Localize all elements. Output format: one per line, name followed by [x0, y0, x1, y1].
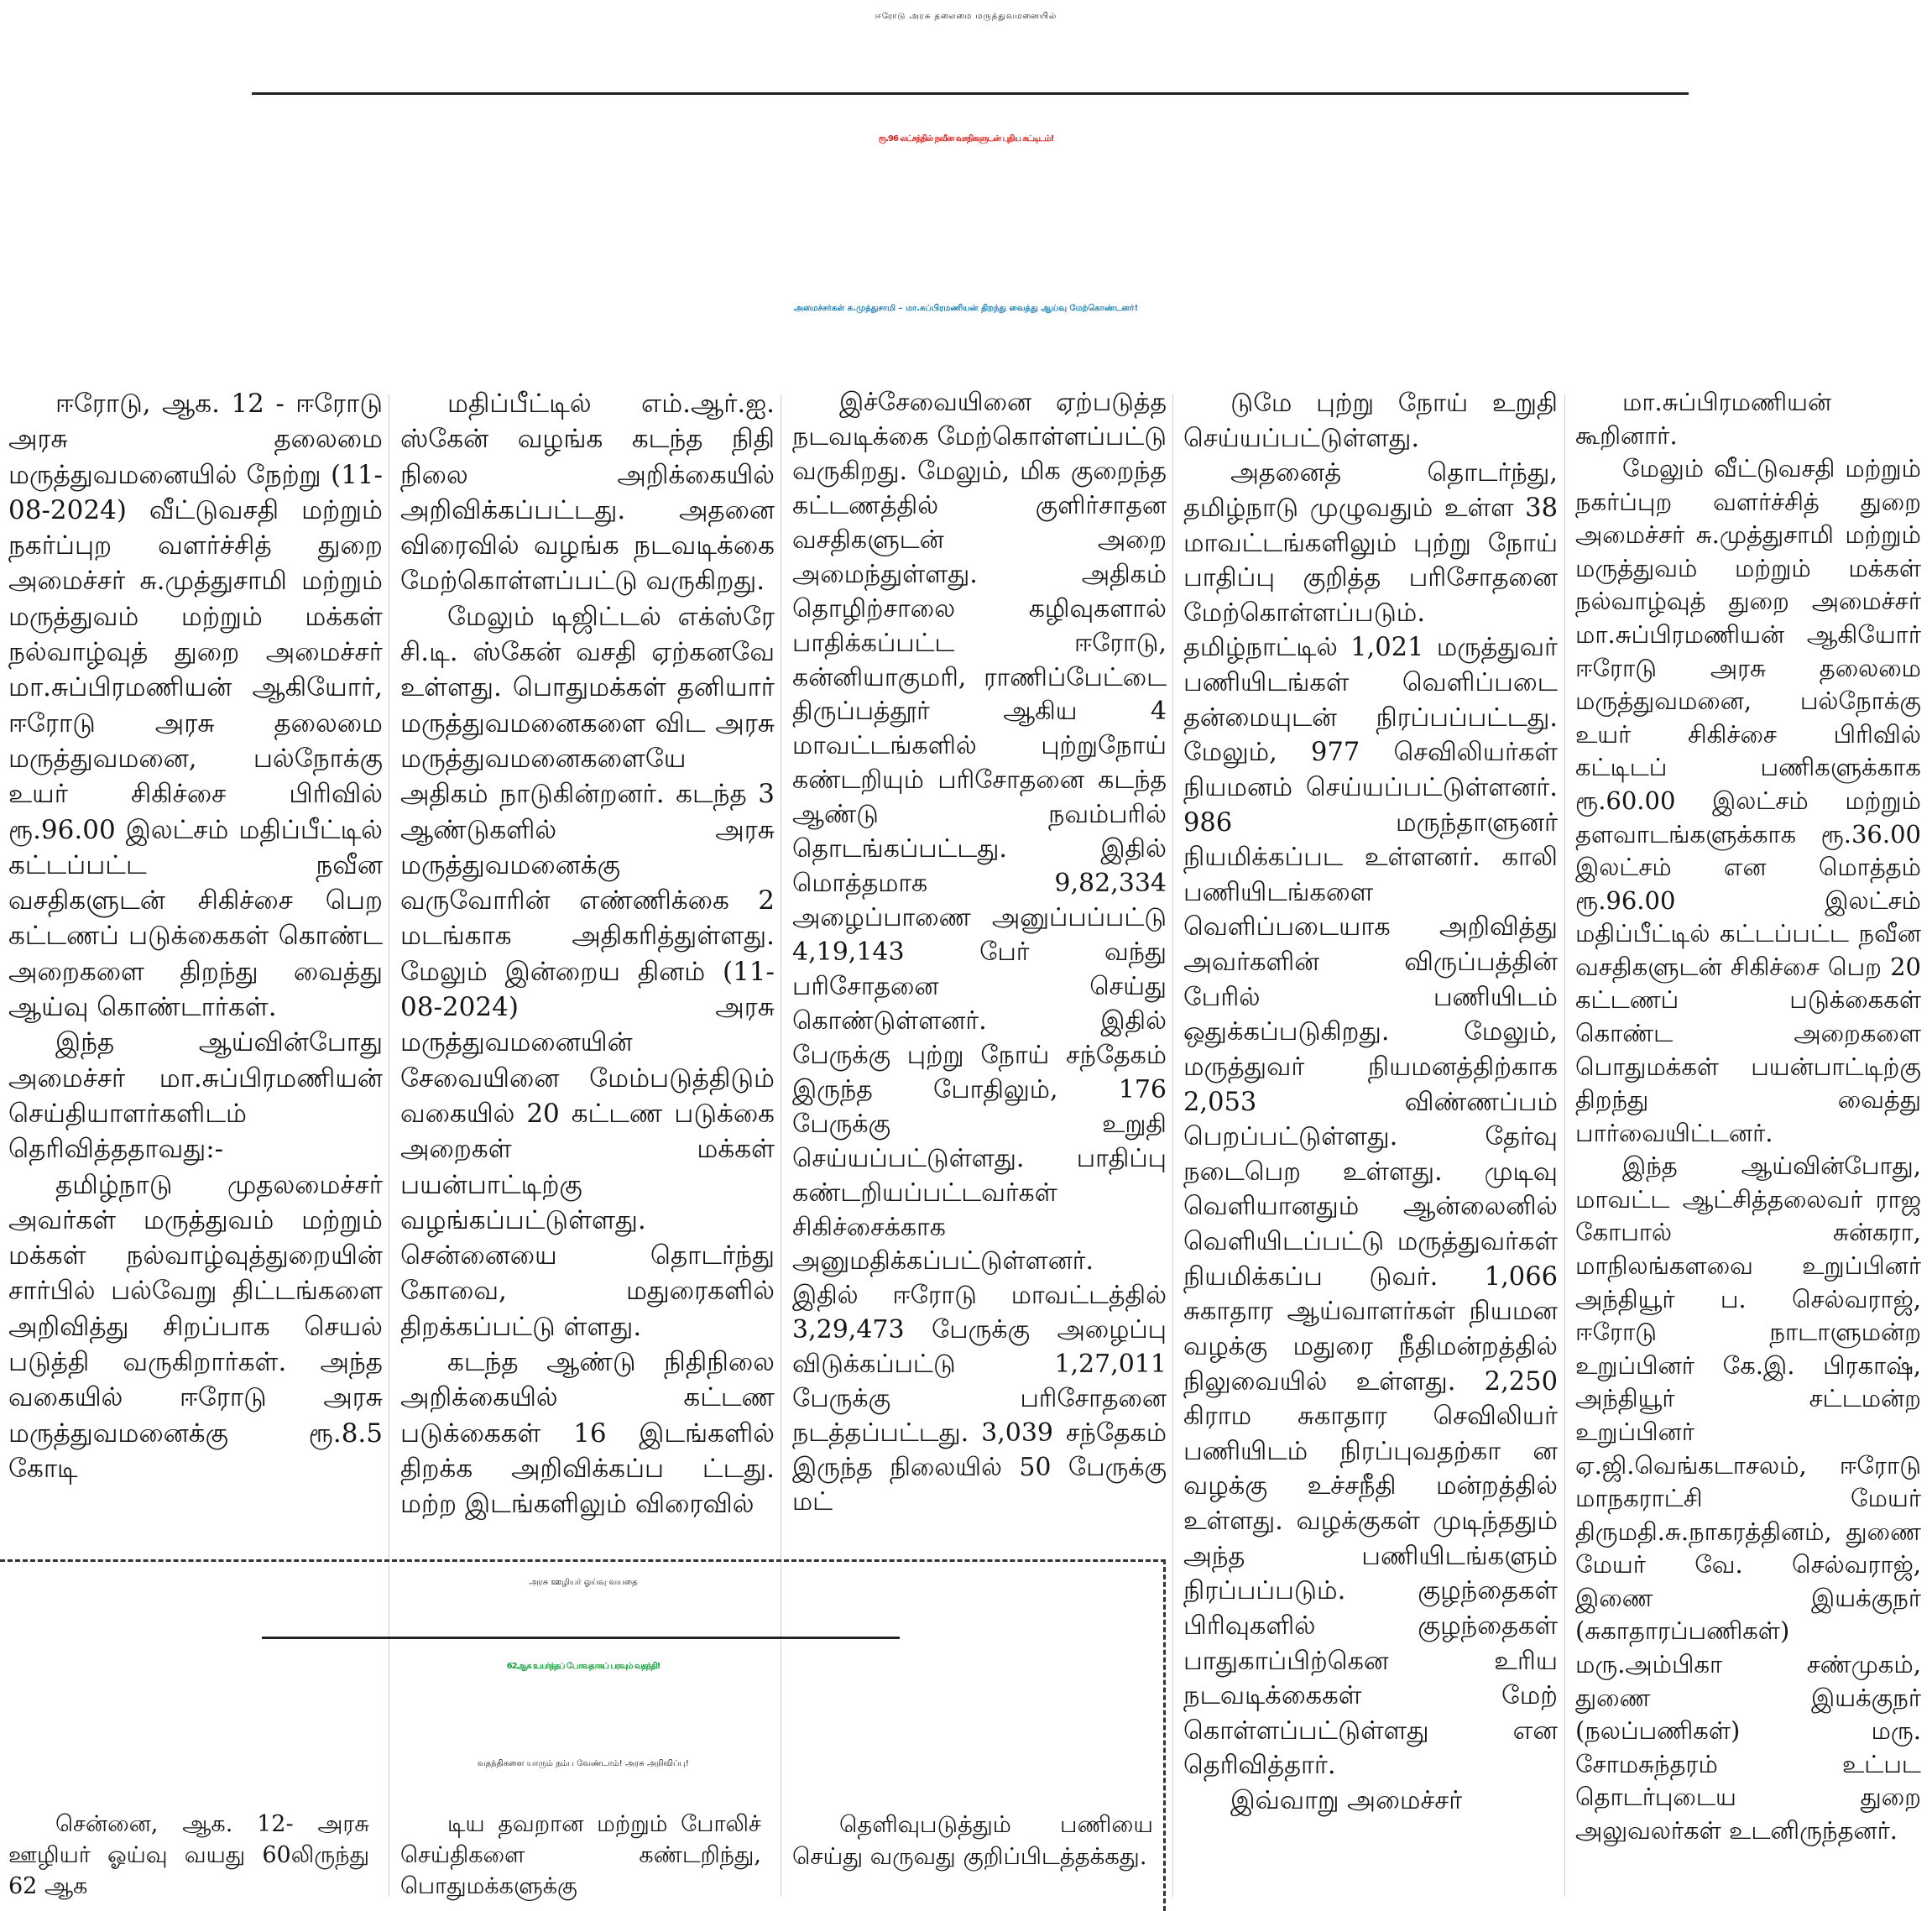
article-column-5 [1575, 386, 1921, 1897]
article-column-2 [400, 386, 775, 1522]
article-paragraph: மேலும் டிஜிட்டல் எக்ஸ்ரே சி.டி. ஸ்கேன் வசதி ஏற்கனவே உள்ளது. பொதுமக்கள் தனியார் மருத்துவமனைகளை விட அரசு மருத்துவமனைகளையே அதிகம் நாடுகின்றனர். கடந்த 3 ஆண்டுகளில் அரசு மருத்துவமனைக்கு வருவோரின் எண்ணிக்கை 2 மடங்காக அதிகரித்துள்ளது. மேலும் இன்றைய தினம் (11-08-2024) அரசு மருத்துவமனையின் சேவையினை மேம்படுத்திடும் வகையில் 20 கட்டண படுக்கை அறைகள் மக்கள் பயன்பாட்டிற்கு வழங்கப்பட்டுள்ளது. சென்னையை தொடர்ந்து கோவை, மதுரைகளில் திறக்கப்பட்டு ள்ளது. [400, 601, 775, 1342]
boxed-story-column-2 [400, 1809, 761, 1903]
column-divider [1564, 394, 1565, 1897]
boxed-paragraph: சென்னை, ஆக. 12- அரசு ஊழியர் ஓய்வு வயது 60லிருந்து 62 ஆக [8, 1811, 369, 1899]
article-paragraph: தமிழ்நாடு முதலமைச்சர் அவர்கள் மருத்துவம் மற்றும் மக்கள் நல்வாழ்வுத்துறையின் சார்பில் பல்வேறு திட்டங்களை அறிவித்து சிறப்பாக செயல் படுத்தி வருகிறார்கள். அந்த வகையில் ஈரோடு அரசு மருத்துவமனைக்கு ரூ.8.5 கோடி [8, 1169, 383, 1484]
article-paragraph: இந்த ஆய்வின்போது, மாவட்ட ஆட்சித்தலைவர் ராஜ கோபால் சுன்கரா, மாநிலங்களவை உறுப்பினர் அந்தியூர் ப. செல்வராஜ், ஈரோடு நாடாளுமன்ற உறுப்பினர் கே.இ. பிரகாஷ், அந்தியூர் சட்டமன்ற உறுப்பினர் ஏ.ஜி.வெங்கடாசலம், ஈரோடு மாநகராட்சி மேயர் திருமதி.சு.நாகரத்தினம், துணை மேயர் வே. செல்வராஜ், இணை இயக்குநர் (சுகாதாரப்பணிகள்) மரு.அம்பிகா சண்முகம், துணை இயக்குநர் (நலப்பணிகள்) மரு. சோமசுந்தரம் உட்பட தொடர்புடைய துறை அலுவலர்கள் உடனிருந்தனர். [1575, 1151, 1921, 1845]
boxed-story-column-1 [8, 1809, 369, 1903]
article-subhead: அமைச்சர்கள் சு.முத்துசாமி – மா.சுப்பிரமணியன் திறந்து வைத்து ஆய்வு மேற்கொண்டனர்! [793, 304, 1139, 313]
boxed-story-kicker: அரசு ஊழியர் ஓய்வு வயதை [529, 1578, 638, 1587]
article-paragraph: இந்த ஆய்வின்போது அமைச்சர் மா.சுப்பிரமணியன் செய்தியாளர்களிடம் தெரிவித்ததாவது:- [8, 1027, 383, 1165]
article-paragraph: ஈரோடு, ஆக. 12 - ஈரோடு அரசு தலைமை மருத்துவமனையில் நேற்று (11-08-2024) வீட்டுவசதி மற்றும் நகர்ப்புற வளர்ச்சித் துறை அமைச்சர் சு.முத்துசாமி மற்றும் மருத்துவம் மற்றும் மக்கள் நல்வாழ்வுத் துறை அமைச்சர் மா.சுப்பிரமணியன் ஆகியோர், ஈரோடு அரசு தலைமை மருத்துவமனை, பல்நோக்கு உயர் சிகிச்சை பிரிவில் ரூ.96.00 இலட்சம் மதிப்பீட்டில் கட்டப்பட்ட நவீன வசதிகளுடன் சிகிச்சை பெற கட்டணப் படுக்கைகள் கொண்ட அறைகளை திறந்து வைத்து ஆய்வு கொண்டார்கள். [8, 389, 383, 1023]
article-paragraph: மா.சுப்பிரமணியன் கூறினார். [1575, 388, 1832, 450]
article-paragraph: மேலும் வீட்டுவசதி மற்றும் நகர்ப்புற வளர்ச்சித் துறை அமைச்சர் சு.முத்துசாமி மற்றும் மருத்துவம் மற்றும் மக்கள் நல்வாழ்வுத் துறை அமைச்சர் மா.சுப்பிரமணியன் ஆகியோர் ஈரோடு அரசு தலைமை மருத்துவமனை, பல்நோக்கு உயர் சிகிச்சை பிரிவில் கட்டிடப் பணிகளுக்காக ரூ.60.00 இலட்சம் மற்றும் தளவாடங்களுக்காக ரூ.36.00 இலட்சம் என மொத்தம் ரூ.96.00 இலட்சம் மதிப்பீட்டில் கட்டப்பட்ட நவீன வசதிகளுடன் சிகிச்சை பெற 20 கட்டணப் படுக்கைகள் கொண்ட அறைகளை பொதுமக்கள் பயன்பாட்டிற்கு திறந்து வைத்து பார்வையிட்டனர். [1575, 454, 1921, 1147]
article-column-1 [8, 386, 383, 1486]
article-paragraph: டுமே புற்று நோய் உறுதி செய்யப்பட்டுள்ளது. [1183, 389, 1558, 453]
boxed-story-headline: 62ஆக உயர்த்தப் போவதாகப் பரவும் வதந்தி! [506, 1662, 661, 1671]
boxed-paragraph: டிய தவறான மற்றும் போலிச் செய்திகளை கண்டறிந்து, பொதுமக்களுக்கு [400, 1811, 761, 1899]
boxed-story-column-3 [792, 1809, 1153, 1872]
article-paragraph: இச்சேவையினை ஏற்படுத்த நடவடிக்கை மேற்கொள்ளப்பட்டு வருகிறது. மேலும், மிக குறைந்த கட்டணத்தில் குளிர்சாதன வசதிகளுடன் அறை அமைந்துள்ளது. அதிகம் தொழிற்சாலை கழிவுகளால் பாதிக்கப்பட்ட ஈரோடு, கன்னியாகுமரி, ராணிப்பேட்டை திருப்பத்தூர் ஆகிய 4 மாவட்டங்களில் புற்றுநோய் கண்டறியும் பரிசோதனை கடந்த ஆண்டு நவம்பரில் தொடங்கப்பட்டது. இதில் மொத்தமாக 9,82,334 அழைப்பாணை அனுப்பப்பட்டு 4,19,143 பேர் வந்து பரிசோதனை செய்து கொண்டுள்ளனர். இதில் பேருக்கு புற்று நோய் சந்தேகம் இருந்த போதிலும், 176 பேருக்கு உறுதி செய்யப்பட்டுள்ளது. பாதிப்பு கண்டறியப்பட்டவர்கள் சிகிச்சைக்காக அனுமதிக்கப்பட்டுள்ளனர். இதில் ஈரோடு மாவட்டத்தில் 3,29,473 பேருக்கு அழைப்பு விடுக்கப்பட்டு 1,27,011 பேருக்கு பரிசோதனை நடத்தப்பட்டது. 3,039 சந்தேகம் இருந்த நிலையில் 50 பேருக்கு மட் [792, 388, 1167, 1517]
article-paragraph: அதனைத் தொடர்ந்து, தமிழ்நாடு முழுவதும் உள்ள 38 மாவட்டங்களிலும் புற்று நோய் பாதிப்பு குறித்த பரிசோதனை மேற்கொள்ளப்படும். தமிழ்நாட்டில் 1,021 மருத்துவர் பணியிடங்கள் வெளிப்படை தன்மையுடன் நிரப்பப்பட்டது. மேலும், 977 செவிலியர்கள் நியமனம் செய்யப்பட்டுள்ளனர். 986 மருந்தாளுனர் நியமிக்கப்பட உள்ளனர். காலி பணியிடங்களை வெளிப்படையாக அறிவித்து அவர்களின் விருப்பத்தின் பேரில் பணியிடம் ஒதுக்கப்படுகிறது. மேலும், மருத்துவர் நியமனத்திற்காக 2,053 விண்ணப்பம் பெறப்பட்டுள்ளது. தேர்வு நடைபெற உள்ளது. முடிவு வெளியானதும் ஆன்லைனில் வெளியிடப்பட்டு மருத்துவர்கள் நியமிக்கப்ப டுவர். 1,066 சுகாதார ஆய்வாளர்கள் நியமன வழக்கு மதுரை நீதிமன்றத்தில் நிலுவையில் உள்ளது. 2,250 கிராம சுகாதார செவிலியர் பணியிடம் நிரப்புவதற்கா ன வழக்கு உச்சநீதி மன்றத்தில் உள்ளது. வழக்குகள் முடிந்ததும் அந்த பணியிடங்களும் நிரப்பப்படும். குழந்தைகள் பிரிவுகளில் குழந்தைகள் பாதுகாப்பிற்கென உரிய நடவடிக்கைகள் மேற் கொள்ளப்பட்டுள்ளது என தெரிவித்தார். [1183, 458, 1558, 1781]
article-paragraph: கடந்த ஆண்டு நிதிநிலை அறிக்கையில் கட்டண படுக்கைகள் 16 இடங்களில் திறக்க அறிவிக்கப்ப ட்டது. மற்ற இடங்களிலும் விரைவில் [400, 1347, 775, 1520]
article-paragraph: இவ்வாறு அமைச்சர் [1230, 1786, 1463, 1815]
article-headline: ரூ.96 லட்சத்தில் நவீன வசதிகளுடன் புதிய கட்டிடம்! [878, 134, 1054, 144]
kicker-underline [252, 92, 1689, 95]
article-paragraph: மதிப்பீட்டில் எம்.ஆர்.ஐ. ஸ்கேன் வழங்க கடந்த நிதி நிலை அறிக்கையில் அறிவிக்கப்பட்டது. அதனை விரைவில் வழங்க நடவடிக்கை மேற்கொள்ளப்பட்டு வருகிறது. [400, 389, 775, 597]
boxed-story-subhead: வதந்திகளை யாரும் நம்ப வேண்டாம்! அரசு அறிவிப்பு! [478, 1759, 689, 1768]
boxed-kicker-underline [262, 1637, 900, 1639]
boxed-paragraph: தெளிவுபடுத்தும் பணியை செய்து வருவது குறிப்பிடத்தக்கது. [792, 1811, 1153, 1870]
article-kicker: ஈரோடு அரசு தலைமை மருத்துவமனையில் [875, 12, 1057, 21]
article-column-3 [792, 386, 1167, 1520]
column-divider [1172, 394, 1173, 1897]
article-column-4 [1183, 386, 1558, 1897]
